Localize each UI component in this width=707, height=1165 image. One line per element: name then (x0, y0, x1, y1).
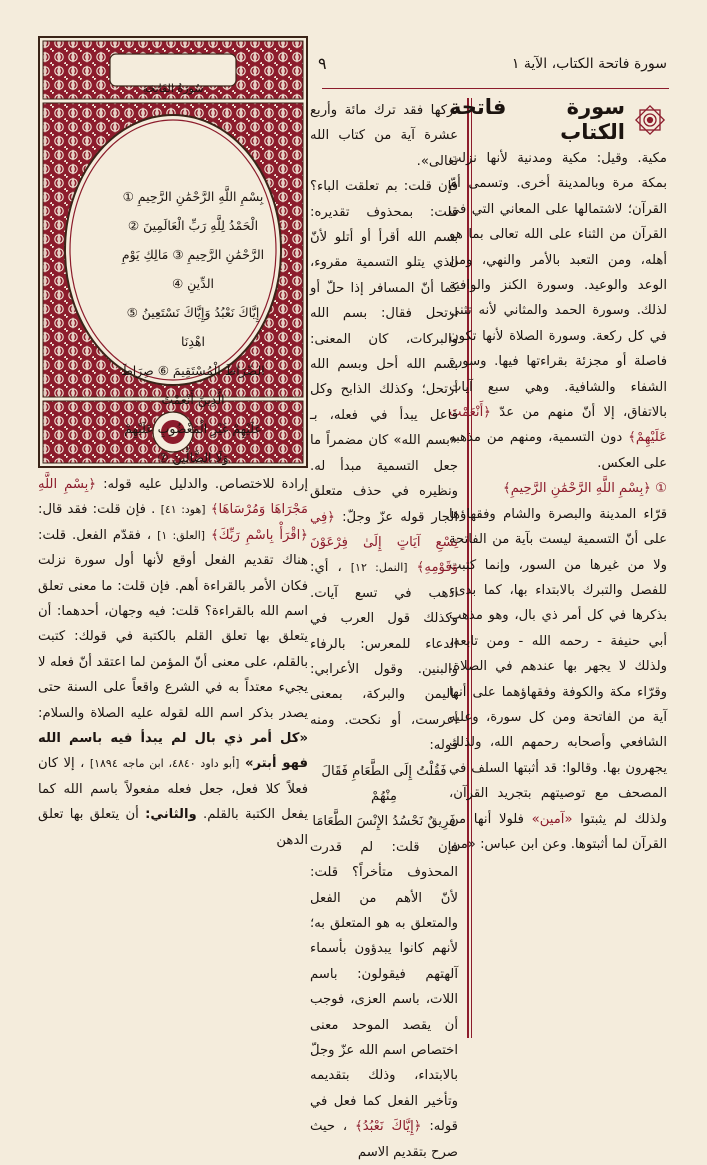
page-number: ٩ (318, 54, 327, 73)
ayah-line: إِيَّاكَ نَعْبُدُ وَإِيَّاكَ نَسْتَعِينُ ⑤ اهْدِنَا (126, 305, 260, 349)
reference: [هود: ٤١] (160, 503, 206, 517)
ayah-line: الصِّرَاطَ الْمُسْتَقِيمَ ⑥ صِرَاطَ الَّذِينَ أَنْعَمْتَ (121, 363, 265, 407)
label: والثاني: (145, 807, 197, 823)
surah-heading (449, 94, 667, 144)
ayah-line: الرَّحْمَٰنِ الرَّحِيمِ ③ مَالِكِ يَوْمِ الدِّينِ ④ (121, 247, 265, 291)
paragraph: إرادة للاختصاص. والدليل عليه قوله: ﴿بِسْمِ اللَّهِ مَجْرَاهَا وَمُرْسَاهَا﴾ [هود: ٤١] . فإن قلت: فقد قال: ﴿اقْرَأْ بِاسْمِ رَبِّكَ﴾ [العلق: ١] ، فقدّم الفعل. قلت: هناك تقديم الفعل أوقع لأنها أول سورة نزلت فكان الأمر بالقراءة أهم. فإن قلت: ما معنى تعلق اسم الله بالقراءة؟ قلت: فيه وجهان، أحدهما: أن يتعلق بها تعلق القلم بالكتبة في قولك: كتبت بالقلم، على معنى أنّ المؤمن لما اعتقد أنّ فعله لا يجيء معتداً به في الشرع واقعاً على السنة حتى يصدر بذكر اسم الله لقوله عليه الصلاة والسلام: «كل أمر ذي بال لم يبدأ فيه باسم الله فهو أبتر» [أبو داود ٤٨٤٠، ابن ماجه ١٨٩٤] ، إلا كان فعلاً كلا فعل، جعل فعله مفعولاً باسم الله كما يفعل الكتبة بالقلم. والثاني: أن يتعلق بها تعلق الدهن (38, 477, 309, 848)
paragraph: تركها فقد ترك مائة وأربع عشرة آية من كتاب الله تعالى». (310, 103, 458, 169)
paragraph: مكية. وقيل: مكية ومدنية لأنها نزلت بمكة مرة وبالمدينة أخرى. وتسمى أمّ القرآن؛ لاشتمالها على المعاني التي في القرآن من الثناء على الله تعالى بما هو أهله، ومن التعبد بالأمر والنهي، ومن الوعد والوعيد. وسورة الكنز والوافية لذلك. وسورة الحمد والمثاني لأنه تثنى في كل ركعة. وسورة الصلاة لأنها تكون فاصلة أو مجزئة بقراءتها فيها. وسورة الشفاء والشافية. وهي سبع آيات بالاتفاق، إلا أنّ منهم من عدّ ﴿أَنْعَمْتَ عَلَيْهِمْ﴾ دون التسمية، ومنهم من مذهبه على العكس. (449, 151, 668, 471)
basmala-heading: ① ﴿بِسْمِ اللَّهِ الرَّحْمَٰنِ الرَّحِيمِ﴾ (502, 481, 667, 497)
ayah-line: بِسْمِ اللَّهِ الرَّحْمَٰنِ الرَّحِيمِ ① (122, 189, 264, 204)
reference: [أبو داود ٤٨٤٠، ابن ماجه ١٨٩٤] (89, 757, 240, 771)
fatiha-text (118, 182, 268, 472)
surah-title: سورة فاتحة الكتاب (449, 94, 625, 144)
ayah-line: وَلَا الضَّالِّينَ ⑦ (157, 450, 229, 465)
quran-quote: ﴿بِسْمِ اللَّهِ مَجْرَاهَا وَمُرْسَاهَا﴾ (38, 477, 308, 518)
ayah-line: عَلَيْهِمْ غَيْرِ الْمَغْضُوبِ عَلَيْهِمْ (124, 421, 262, 436)
reference: [العلق: ١] (157, 528, 206, 542)
quran-quote: ﴿فِي تِسْعِ آيَاتٍ إِلَىٰ فِرْعَوْنَ وَقَوْمِهِ﴾ (310, 509, 458, 576)
fatiha-panel (38, 36, 308, 468)
quote: «آمين» (531, 811, 573, 827)
quran-quote: ﴿أَنْعَمْتَ عَلَيْهِمْ﴾ (449, 405, 667, 446)
panel-title: سُورَةُ الفَاتِحَةِ (142, 82, 204, 95)
poem-line: فَرِيقٌ نَحْسُدُ الإِنْسَ الطَّعَامَا (312, 814, 456, 830)
rosette-icon (633, 103, 667, 137)
ayah-line: الْحَمْدُ لِلَّهِ رَبِّ الْعَالَمِينَ ② (127, 218, 259, 233)
paragraph: فإن قلت: لم قدرت المحذوف متأخراً؟ قلت: لأنّ الأهم من الفعل والمتعلق به هو المتعلق به؛ لأنهم كانوا يبدؤون بأسماء آلهتهم فيقولون: باسم اللات، باسم العزى، فوجب أن يقصد الموحد معنى اختصاص اسم الله عزّ وجلّ بالابتداء، وذلك بتقديمه وتأخير الفعل كما فعل في قوله: ﴿إِيَّاكَ نَعْبُدُ﴾ ، حيث صرح بتقديم الاسم (310, 839, 458, 1160)
left-column (38, 472, 308, 1038)
header-rule (322, 88, 669, 89)
quran-quote: ﴿اقْرَأْ بِاسْمِ رَبِّكَ﴾ (211, 527, 308, 543)
middle-column (310, 98, 458, 1160)
hadith: «كل أمر ذي بال لم يبدأ فيه باسم الله فهو أبتر» (38, 731, 308, 772)
poem-line: فَقُلْتُ إِلَى الطَّعَامِ فَقَالَ مِنْهُمْ (321, 763, 447, 804)
paragraph: قرّاء المدينة والبصرة والشام وفقهاؤها على أنّ التسمية ليست بآية من الفاتحة ولا من غيرها من السور، وإنما كتبت للفصل والتبرك بالابتداء بها، كما بدىء بذكرها في كل أمر ذي بال، وهو مذهب أبي حنيفة - رحمه الله - ومن تابعه، ولذلك لا يجهر بها عندهم في الصلاة. وقرّاء مكة والكوفة وفقهاؤهما على أنها آية من الفاتحة ومن كل سورة، وعليه الشافعي وأصحابه رحمهم الله، ولذلك يجهرون بها. وقالوا: قد أثبتها السلف في المصحف مع توصيتهم بتجريد القرآن، ولذلك لم يثبتوا «آمين» فلولا أنها من القرآن لما أثبتوها. وعن ابن عباس: «من (449, 506, 667, 852)
reference: [النمل: ١٢] (350, 561, 408, 575)
quran-quote: ﴿إِيَّاكَ نَعْبُدُ﴾ (355, 1119, 422, 1135)
paragraph: فإن قلت: بم تعلقت الباء؟ قلت: بمحذوف تقديره: بسم الله أقرأ أو أتلو لأنّ الذي يتلو التسمية مقروء، كما أنّ المسافر إذا حلّ أو ارتحل فقال: بسم الله والبركات، كان المعنى: بسم الله أحل وبسم الله أرتحل؛ وكذلك الذابح وكل فاعل يبدأ في فعله، بـ «بسم الله» كان مضمراً ما جعل التسمية مبدأ له. ونظيره في حذف متعلق الجار قوله عزّ وجلّ: ﴿فِي تِسْعِ آيَاتٍ إِلَىٰ فِرْعَوْنَ وَقَوْمِهِ﴾ [النمل: ١٢] ، أي: اذهب في تسع آيات. وكذلك قول العرب في الدعاء للمعرس: بالرفاء والبنين. وقول الأعرابي: باليمن والبركة، بمعنى أعرست، أو نكحت. ومنه قوله: (310, 179, 458, 754)
running-title: سورة فاتحة الكتاب، الآية ١ (511, 56, 667, 72)
right-column (449, 94, 668, 1038)
